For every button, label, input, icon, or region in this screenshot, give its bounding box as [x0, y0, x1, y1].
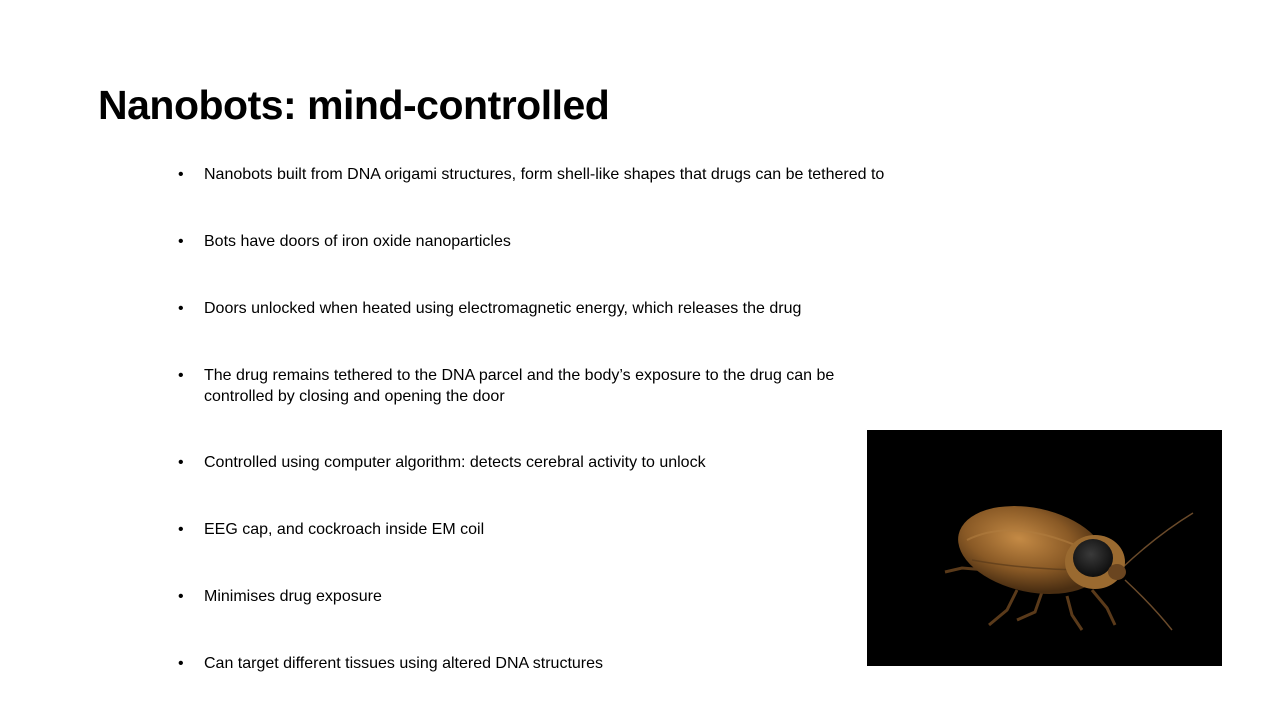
bullet-text: Bots have doors of iron oxide nanoparticles — [204, 233, 511, 250]
bullet-text: Minimises drug exposure — [204, 588, 382, 605]
bullet-text: Doors unlocked when heated using electromagnetic energy, which releases the drug — [204, 300, 802, 317]
bullet-text: EEG cap, and cockroach inside EM coil — [204, 521, 485, 538]
bullet-dot-icon: • — [178, 588, 184, 605]
bullet-dot-icon: • — [178, 367, 184, 384]
cockroach-image — [867, 430, 1222, 666]
bullet-dot-icon: • — [178, 300, 184, 317]
bullet-dot-icon: • — [178, 655, 184, 672]
cockroach-photo — [867, 430, 1222, 666]
bullet-dot-icon: • — [178, 233, 184, 250]
bullet-dot-icon: • — [178, 521, 184, 538]
bullet-text: Can target different tissues using altered DNA structures — [204, 655, 604, 672]
bullet-dot-icon: • — [178, 166, 184, 183]
bullet-text: Nanobots built from DNA origami structures, form shell-like shapes that drugs can be tethered to — [204, 166, 885, 183]
bullet-dot-icon: • — [178, 454, 184, 471]
bullet-text: The drug remains tethered to the DNA parcel and the body’s exposure to the drug can be controlled by closing and opening the door — [204, 367, 835, 405]
bullet-text: Controlled using computer algorithm: detects cerebral activity to unlock — [204, 454, 706, 471]
slide-title: Nanobots: mind-controlled — [98, 82, 610, 128]
